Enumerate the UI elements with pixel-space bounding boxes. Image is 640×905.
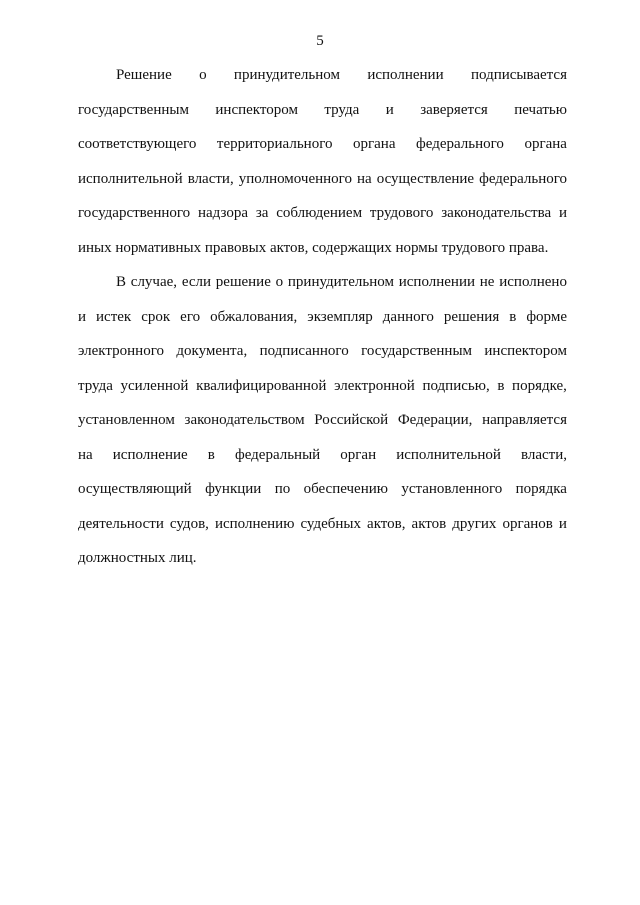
word: не [479, 274, 495, 290]
word: судебных [300, 515, 361, 532]
text-line [78, 265, 567, 300]
word: подписанного [259, 343, 349, 359]
word: на [78, 446, 93, 463]
word: осуществляющий [78, 481, 192, 497]
word: исполнение [112, 446, 188, 463]
word: исполнительной [396, 446, 501, 463]
word: инспектором [215, 101, 298, 118]
word: надзора [197, 205, 248, 221]
word: Федерации, [397, 412, 473, 428]
word: обжалования, [210, 308, 298, 325]
word: исполнительной [78, 170, 183, 187]
word: форме [526, 308, 567, 325]
word: о [275, 274, 284, 290]
word: истек [96, 308, 132, 325]
word: данного [382, 308, 434, 325]
word: федеральный [234, 446, 321, 463]
word: и [558, 205, 567, 221]
word: принудительном [233, 67, 340, 83]
word: в [497, 377, 505, 394]
word: труда [324, 101, 360, 118]
word: государственным [78, 101, 189, 118]
word: направляется [482, 412, 567, 428]
text-line [78, 472, 567, 507]
text-line [78, 507, 567, 542]
word: электронной [334, 377, 415, 394]
word: срок [141, 308, 171, 325]
word: решение [215, 274, 271, 290]
word: иных нормативных правовых актов, содержащих нормы трудового права. [78, 239, 549, 256]
word: и [78, 308, 87, 325]
text-line [78, 162, 567, 197]
word: орган [340, 446, 377, 463]
word: судов, [169, 515, 209, 532]
word: случае, [130, 274, 178, 290]
word: на [356, 170, 372, 187]
word: инспектором [484, 343, 567, 359]
word: актов, [367, 515, 406, 532]
word: порядке, [512, 377, 567, 394]
word: органа [524, 136, 567, 152]
text-line [78, 369, 567, 404]
word: за [255, 205, 269, 221]
word: принудительном [287, 274, 394, 290]
word: исполнении [367, 67, 444, 83]
text-line [78, 403, 567, 438]
text-line [78, 300, 567, 335]
word: о [199, 67, 207, 83]
word: соответствующего [78, 136, 197, 152]
word: печатью [514, 101, 567, 118]
word: подписывается [470, 67, 567, 83]
word: уполномоченного [238, 170, 352, 187]
text-line [78, 93, 567, 128]
word: государственного [78, 205, 191, 221]
word: и [558, 515, 567, 532]
text-line [78, 58, 567, 93]
word: Российской [314, 412, 389, 428]
word: исполнению [214, 515, 295, 532]
text-line [78, 127, 567, 162]
page-number: 5 [316, 33, 324, 49]
word: законодательством [184, 412, 305, 428]
word: органов [502, 515, 553, 532]
word: власти, [187, 170, 234, 187]
word: в [509, 308, 517, 325]
word: актов [411, 515, 447, 532]
word: В [116, 274, 127, 290]
word: установленном [78, 412, 175, 428]
word: подписью, [422, 377, 490, 394]
word: территориального [216, 136, 333, 152]
word: экземпляр [307, 308, 373, 325]
word: труда [78, 377, 113, 394]
word: заверяется [420, 101, 488, 118]
word: усиленной [120, 377, 189, 394]
word: соблюдением [276, 205, 363, 221]
word: установленного [401, 481, 503, 497]
text-line [78, 231, 567, 266]
word: других [452, 515, 497, 532]
word: и [385, 101, 394, 118]
word: порядка [515, 481, 567, 497]
word: осуществление [376, 170, 475, 187]
word: федерального [479, 170, 567, 187]
word: обеспечению [303, 481, 388, 497]
word: его [180, 308, 201, 325]
word: исполнено [499, 274, 567, 290]
word: органа [353, 136, 396, 152]
text-line [78, 334, 567, 369]
word: в [207, 446, 215, 463]
word: Решение [116, 67, 172, 83]
word: власти, [520, 446, 567, 463]
text-line [78, 196, 567, 231]
word: государственным [361, 343, 473, 359]
word: трудового [369, 205, 434, 221]
word: если [181, 274, 212, 290]
word: функции [205, 481, 262, 497]
word: законодательства [441, 205, 552, 221]
word: документа, [176, 343, 248, 359]
word: должностных лиц. [78, 550, 197, 566]
word: решения [443, 308, 500, 325]
word: квалифицированной [196, 377, 327, 394]
text-line [78, 541, 567, 576]
word: исполнении [398, 274, 476, 290]
document-body [78, 58, 567, 576]
word: федерального [416, 136, 504, 152]
word: по [274, 481, 291, 497]
word: электронного [78, 343, 164, 359]
text-line [78, 438, 567, 473]
word: деятельности [78, 515, 164, 532]
